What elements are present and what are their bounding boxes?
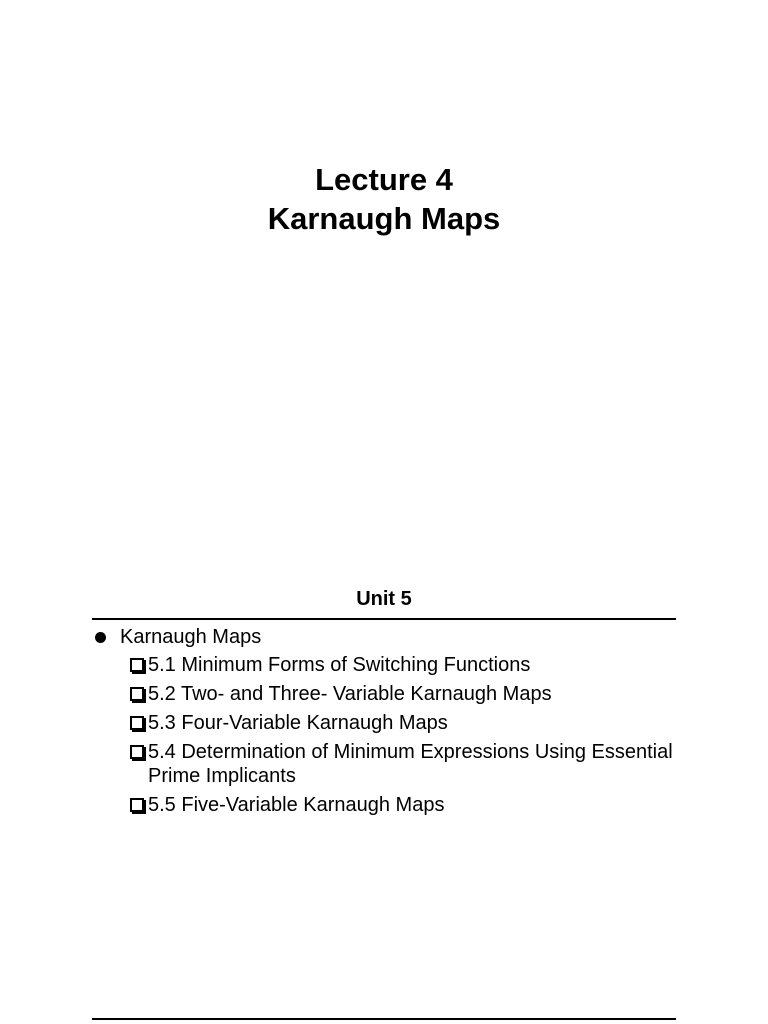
outline-sub-item [95,711,675,735]
shadowed-square-icon [130,716,144,730]
outline-sub-label: 5.2 Two- and Three- Variable Karnaugh Maps [148,683,552,705]
outline-sub-item [95,682,675,706]
outline-sub-label: 5.3 Four-Variable Karnaugh Maps [148,712,448,734]
shadowed-square-icon [130,745,144,759]
outline-sub-item [95,653,675,677]
lecture-title-block [0,160,768,238]
topic-outline [95,624,675,822]
outline-sub-item [95,793,675,817]
shadowed-square-icon [130,687,144,701]
outline-sub-label: 5.1 Minimum Forms of Switching Functions [148,654,531,676]
outline-sub-list [95,653,675,817]
bottom-divider [92,1018,676,1020]
lecture-title: Karnaugh Maps [267,201,501,236]
outline-sub-item [95,740,675,788]
top-divider [92,618,676,620]
filled-circle-icon [95,632,106,643]
outline-main-label: Karnaugh Maps [120,626,262,648]
lecture-number: Lecture 4 [315,162,453,197]
outline-sub-label: 5.4 Determination of Minimum Expressions Using Essential Prime Implicants [148,741,673,787]
shadowed-square-icon [130,658,144,672]
unit-heading: Unit 5 [356,588,412,610]
outline-main-item [95,624,675,650]
shadowed-square-icon [130,798,144,812]
outline-sub-label: 5.5 Five-Variable Karnaugh Maps [148,794,445,816]
